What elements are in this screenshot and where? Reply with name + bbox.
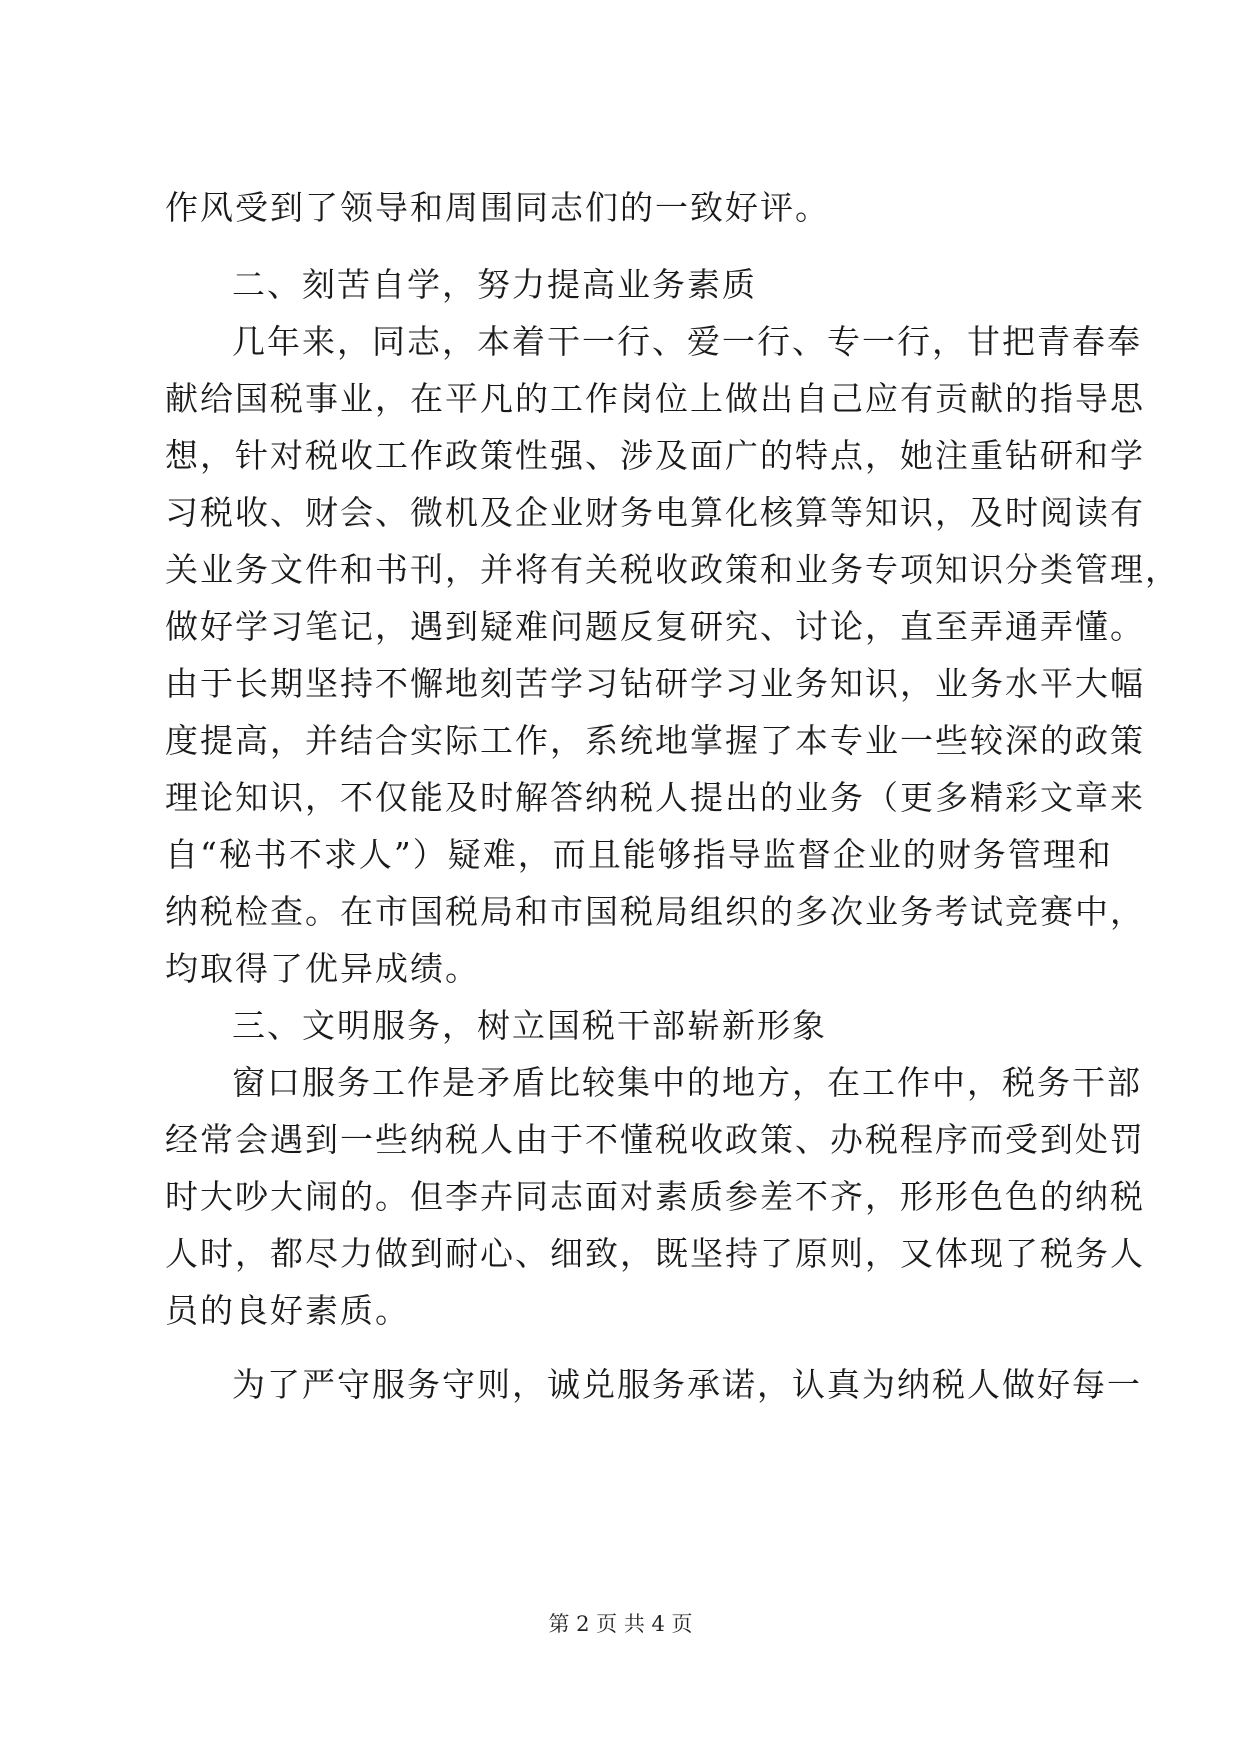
text-line: 窗口服务工作是矛盾比较集中的地方，在工作中，税务干部 (232, 1063, 1142, 1102)
text-line: 均取得了优异成绩。 (165, 949, 480, 988)
text-line: 献给国税事业，在平凡的工作岗位上做出自己应有贡献的指导思 (165, 379, 1145, 418)
page-number-footer: 第 2 页 共 4 页 (548, 1612, 693, 1636)
text-line: 度提高，并结合实际工作，系统地掌握了本专业一些较深的政策 (165, 721, 1145, 760)
section-heading: 三、文明服务，树立国税干部崭新形象 (232, 1006, 827, 1045)
text-line: 作风受到了领导和周围同志们的一致好评。 (165, 188, 830, 227)
text-line: 为了严守服务守则，诚兑服务承诺，认真为纳税人做好每一 (232, 1365, 1142, 1404)
text-line: 理论知识，不仅能及时解答纳税人提出的业务（更多精彩文章来 (165, 778, 1145, 817)
text-line: 想，针对税收工作政策性强、涉及面广的特点，她注重钻研和学 (165, 436, 1145, 475)
text-line: 由于长期坚持不懈地刻苦学习钻研学习业务知识，业务水平大幅 (165, 664, 1145, 703)
section-heading: 二、刻苦自学，努力提高业务素质 (232, 265, 757, 304)
text-line: 经常会遇到一些纳税人由于不懂税收政策、办税程序而受到处罚 (165, 1120, 1145, 1159)
text-line: 人时，都尽力做到耐心、细致，既坚持了原则，又体现了税务人 (165, 1234, 1145, 1273)
text-line: 做好学习笔记，遇到疑难问题反复研究、讨论，直至弄通弄懂。 (165, 607, 1145, 646)
text-line: 几年来，同志，本着干一行、爱一行、专一行，甘把青春奉 (232, 322, 1142, 361)
text-line: 自“秘书不求人”）疑难，而且能够指导监督企业的财务管理和 (165, 835, 1113, 874)
text-line: 员的良好素质。 (165, 1291, 410, 1330)
text-line: 习税收、财会、微机及企业财务电算化核算等知识，及时阅读有 (165, 493, 1145, 532)
text-line: 纳税检查。在市国税局和市国税局组织的多次业务考试竞赛中， (165, 892, 1145, 931)
text-line: 时大吵大闹的。但李卉同志面对素质参差不齐，形形色色的纳税 (165, 1177, 1145, 1216)
text-line: 关业务文件和书刊，并将有关税收政策和业务专项知识分类管理， (165, 550, 1180, 589)
